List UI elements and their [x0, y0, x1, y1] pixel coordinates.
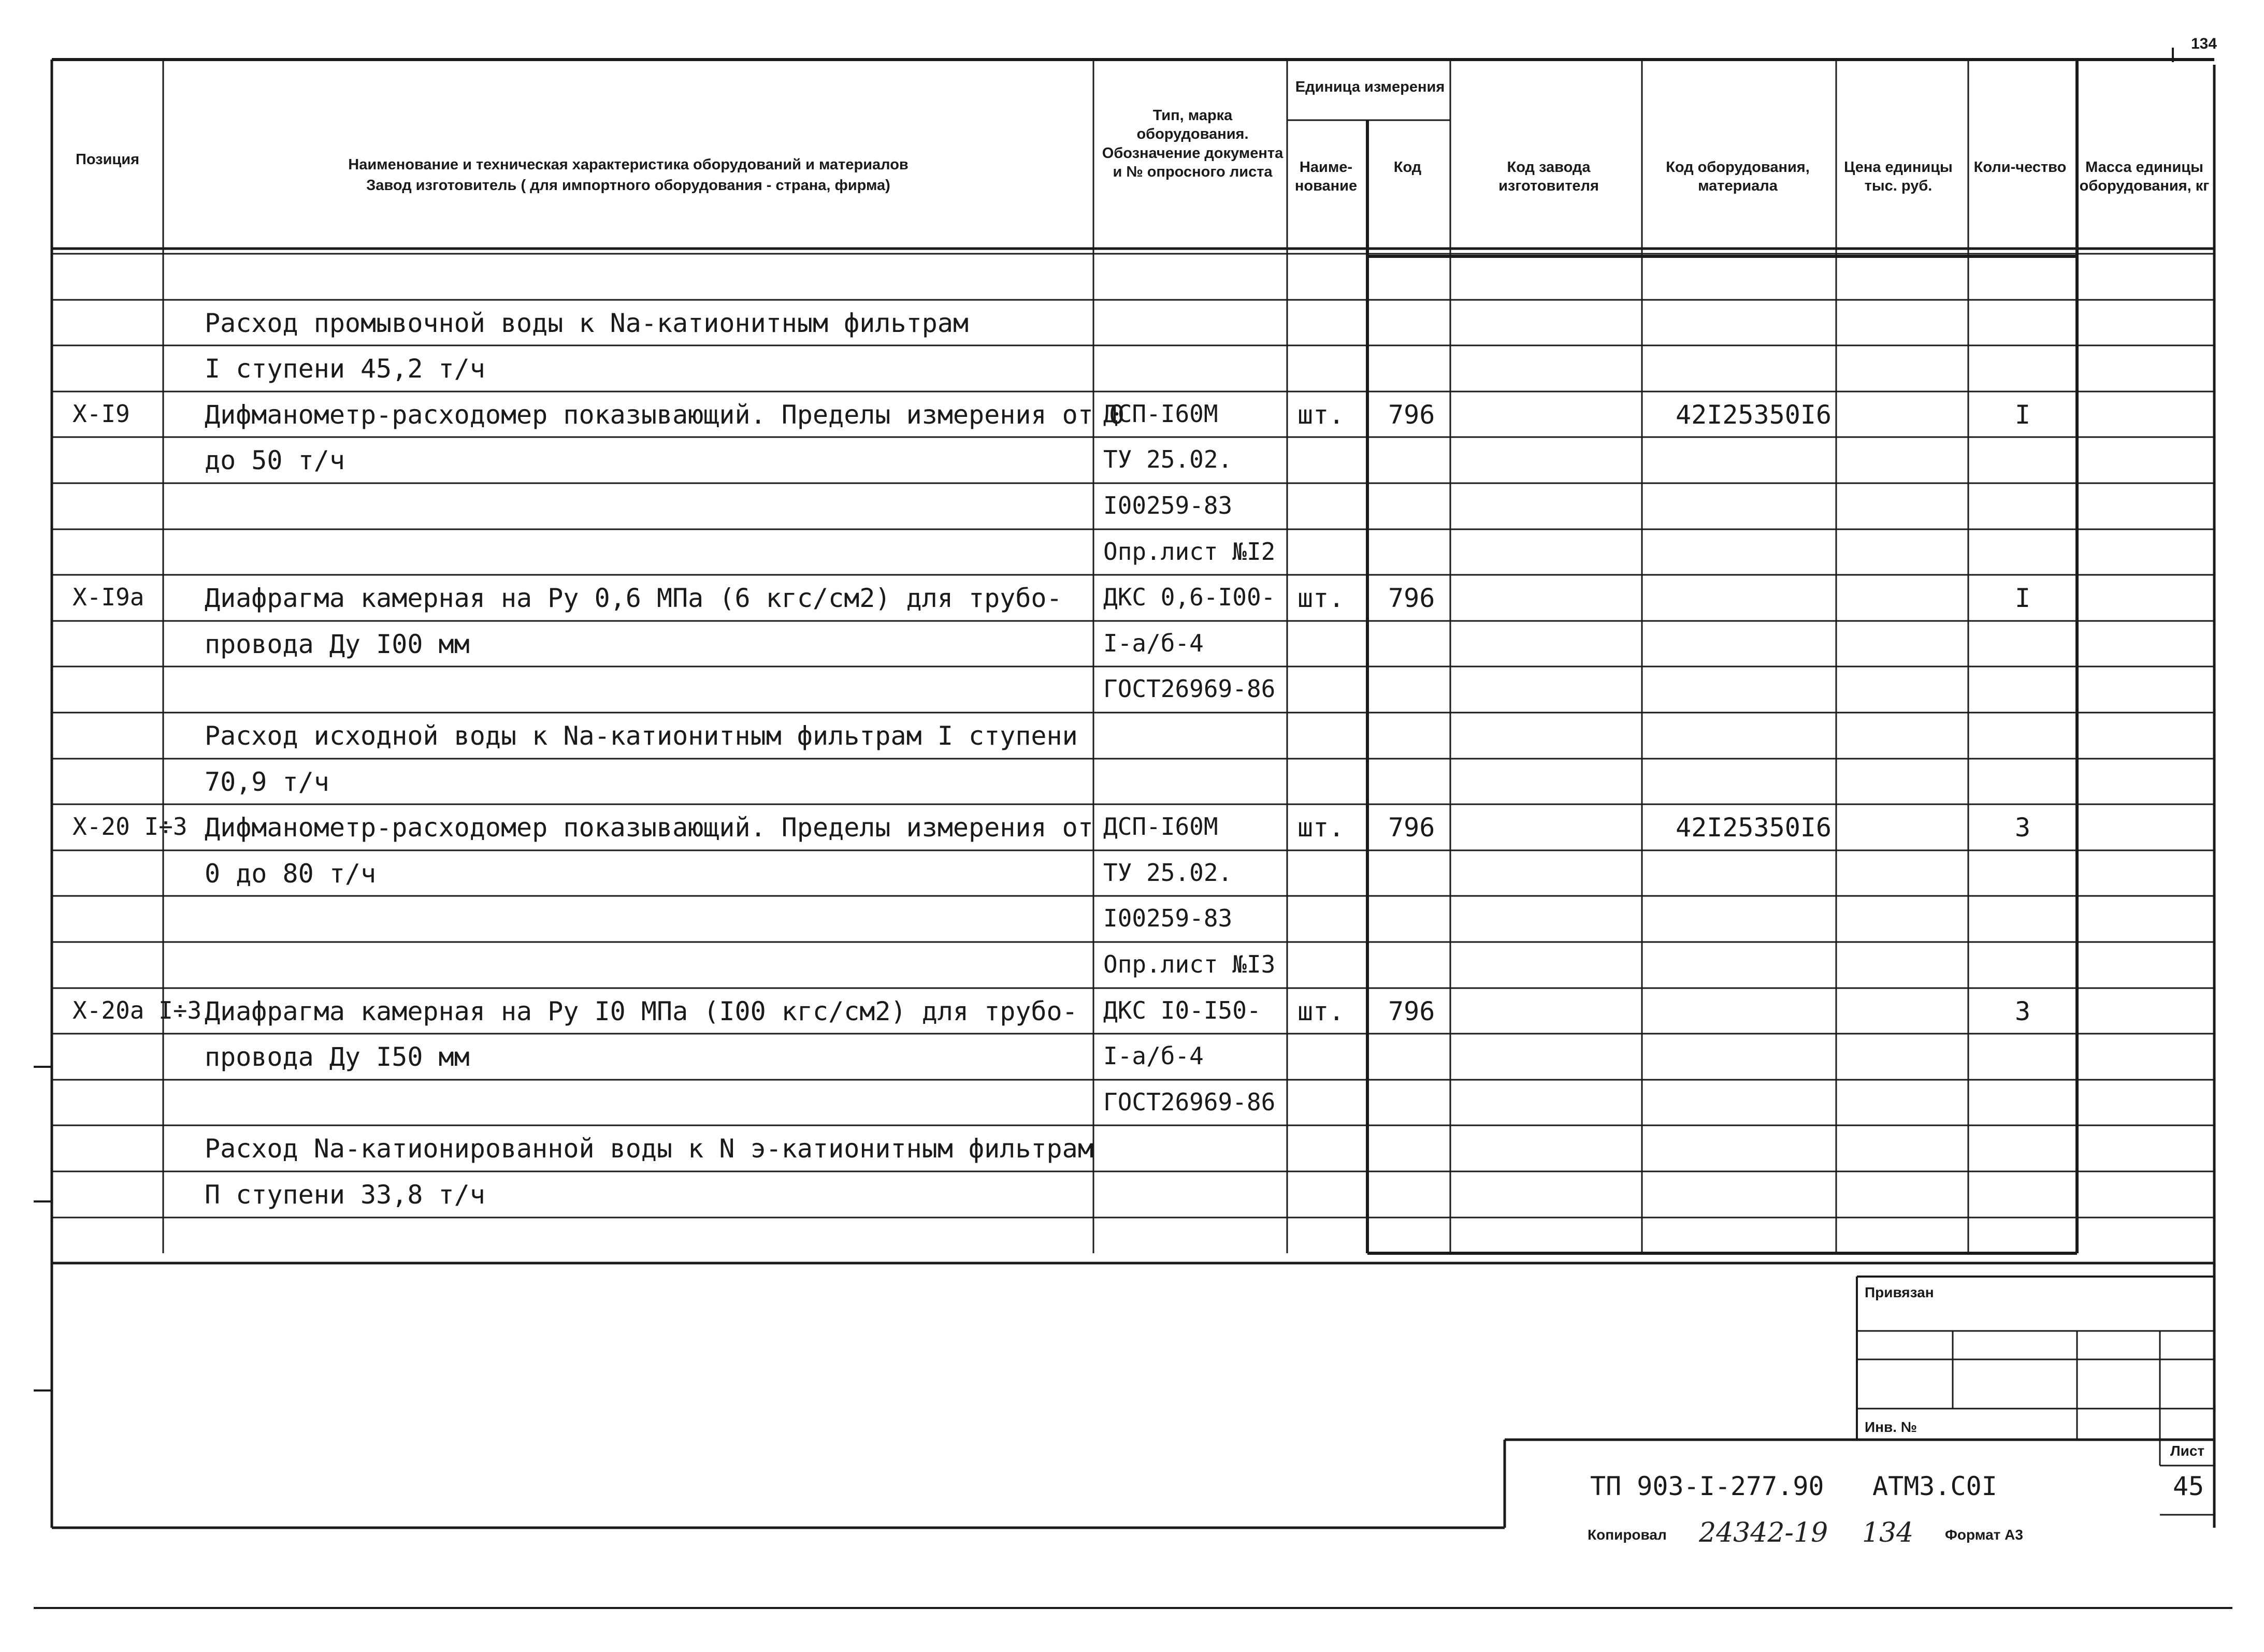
stamp-sheet-number: 45	[2173, 1471, 2204, 1501]
stamp-sheet-label: Лист	[2170, 1443, 2205, 1459]
cell-unit: шт.	[1297, 996, 1345, 1026]
cell-type: ДКС 0,6-I00-	[1103, 583, 1276, 611]
header-position: Позиция	[76, 151, 139, 168]
stamp-doc-code: ТП 903-I-277.90	[1590, 1471, 1824, 1501]
stamp-inv-no: Инв. №	[1865, 1419, 1917, 1435]
footer-copied-extra: 134	[1862, 1517, 1914, 1548]
footer-format: Формат А3	[1945, 1527, 2023, 1543]
cell-type: ТУ 25.02.	[1103, 445, 1233, 473]
header-mass: Масса единицы оборудования, кг	[2079, 159, 2210, 195]
cell-type: ГОСТ26969-86	[1103, 1088, 1276, 1116]
stamp-doc-mark: АТМЗ.С0I	[1872, 1471, 1997, 1501]
cell-type: ГОСТ26969-86	[1103, 675, 1276, 703]
cell-type: ДСП-I60М	[1103, 400, 1218, 428]
cell-type: I-а/б-4	[1103, 629, 1204, 657]
header-maker-code: Код завода изготовителя	[1498, 159, 1599, 195]
cell-name: I ступени 45,2 т/ч	[205, 354, 485, 384]
cell-qty: I	[2015, 400, 2031, 430]
header-unit-group: Единица измерения	[1295, 79, 1445, 95]
cell-unit: шт.	[1297, 813, 1345, 843]
cell-equip-code: 42I25350I6	[1676, 400, 1832, 430]
header-qty: Коли-чество	[1973, 159, 2067, 176]
cell-type: Опр.лист №I3	[1103, 950, 1276, 978]
page-marker: 134	[2191, 35, 2217, 52]
cell-type: Опр.лист №I2	[1103, 538, 1276, 566]
cell-type: ДКС I0-I50-	[1103, 996, 1261, 1024]
cell-qty: I	[2015, 583, 2031, 613]
cell-name: П ступени 33,8 т/ч	[205, 1180, 485, 1210]
footer-copied-label: Копировал	[1588, 1527, 1667, 1543]
cell-name: 70,9 т/ч	[205, 767, 329, 797]
cell-code: 796	[1388, 583, 1435, 613]
cell-name: Дифманометр-расходомер показывающий. Пределы измерения от	[205, 813, 1093, 843]
cell-qty: 3	[2015, 813, 2031, 843]
header-name-line1: Наименование и техническая характеристика оборудований и материалов	[348, 156, 909, 173]
cell-type: I00259-83	[1103, 904, 1233, 932]
cell-name: Расход исходной воды к Nа-катионитным фильтрам I ступени	[205, 721, 1078, 751]
cell-qty: 3	[2015, 996, 2031, 1026]
cell-equip-code: 42I25350I6	[1676, 813, 1832, 843]
cell-name: Расход промывочной воды к Nа-катионитным фильтрам	[205, 308, 969, 338]
cell-type: I00259-83	[1103, 491, 1233, 519]
cell-name: Диафрагма камерная на Ру 0,6 МПа (6 кгс/см2) для трубо-	[205, 583, 1062, 613]
cell-type: I-а/б-4	[1103, 1042, 1204, 1070]
cell-code: 796	[1388, 813, 1435, 843]
stamp-linked: Привязан	[1865, 1284, 1934, 1300]
header-unit-code: Код	[1393, 159, 1422, 176]
cell-type: ДСП-I60М	[1103, 813, 1218, 841]
footer-copied-value: 24342-19	[1699, 1517, 1828, 1548]
cell-name: до 50 т/ч	[205, 445, 345, 475]
cell-position: Х-I9	[73, 400, 130, 428]
cell-position: Х-20 I÷3	[73, 813, 188, 841]
header-price: Цена единицы тыс. руб.	[1844, 159, 1953, 195]
header-type: Тип, марка оборудования. Обозначение документа и № опросного листа	[1102, 107, 1284, 180]
cell-code: 796	[1388, 400, 1435, 430]
cell-unit: шт.	[1297, 583, 1345, 613]
header-name-line2: Завод изготовитель ( для импортного оборудования - страна, фирма)	[366, 177, 890, 194]
cell-position: Х-20а I÷3	[73, 996, 202, 1024]
cell-name: Дифманометр-расходомер показывающий. Пределы измерения от 0	[205, 400, 1125, 430]
header-equip-code: Код оборудования, материала	[1666, 159, 1810, 195]
header-unit-name: Наиме-нование	[1294, 159, 1358, 195]
cell-name: 0 до 80 т/ч	[205, 859, 377, 889]
cell-type: ТУ 25.02.	[1103, 859, 1233, 887]
cell-code: 796	[1388, 996, 1435, 1026]
cell-name: Диафрагма камерная на Ру I0 МПа (I00 кгс/см2) для трубо-	[205, 996, 1078, 1026]
cell-name: провода Ду I00 мм	[205, 629, 470, 659]
cell-name: провода Ду I50 мм	[205, 1042, 470, 1072]
cell-position: Х-I9а	[73, 583, 145, 611]
cell-name: Расход Nа-катионированной воды к N э-катионитным фильтрам	[205, 1134, 1093, 1164]
cell-unit: шт.	[1297, 400, 1345, 430]
